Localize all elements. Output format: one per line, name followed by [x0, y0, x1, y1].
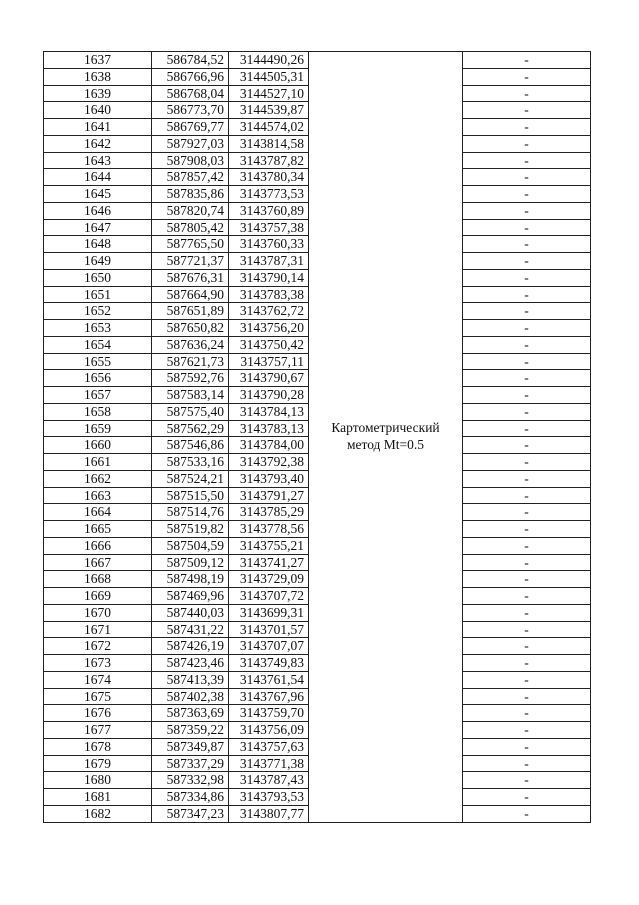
accuracy-value-cell: -	[463, 504, 591, 521]
y-coordinate-cell: 3143761,54	[229, 671, 309, 688]
point-number-cell: 1680	[44, 772, 152, 789]
x-coordinate-cell: 587423,46	[152, 655, 229, 672]
accuracy-value-cell: -	[463, 85, 591, 102]
point-number-cell: 1656	[44, 370, 152, 387]
point-number-cell: 1682	[44, 805, 152, 822]
x-coordinate-cell: 587583,14	[152, 387, 229, 404]
x-coordinate-cell: 587515,50	[152, 487, 229, 504]
y-coordinate-cell: 3143785,29	[229, 504, 309, 521]
y-coordinate-cell: 3144539,87	[229, 102, 309, 119]
accuracy-value-cell: -	[463, 437, 591, 454]
y-coordinate-cell: 3143790,28	[229, 387, 309, 404]
y-coordinate-cell: 3144527,10	[229, 85, 309, 102]
accuracy-value-cell: -	[463, 738, 591, 755]
x-coordinate-cell: 587498,19	[152, 571, 229, 588]
x-coordinate-cell: 587402,38	[152, 688, 229, 705]
x-coordinate-cell: 587546,86	[152, 437, 229, 454]
accuracy-value-cell: -	[463, 537, 591, 554]
y-coordinate-cell: 3143707,07	[229, 638, 309, 655]
point-number-cell: 1650	[44, 269, 152, 286]
y-coordinate-cell: 3143787,82	[229, 152, 309, 169]
accuracy-value-cell: -	[463, 269, 591, 286]
y-coordinate-cell: 3143784,13	[229, 403, 309, 420]
accuracy-value-cell: -	[463, 286, 591, 303]
x-coordinate-cell: 587908,03	[152, 152, 229, 169]
accuracy-value-cell: -	[463, 789, 591, 806]
point-number-cell: 1654	[44, 336, 152, 353]
coordinates-table	[43, 51, 591, 823]
accuracy-value-cell: -	[463, 420, 591, 437]
point-number-cell: 1671	[44, 621, 152, 638]
y-coordinate-cell: 3143749,83	[229, 655, 309, 672]
y-coordinate-cell: 3143767,96	[229, 688, 309, 705]
x-coordinate-cell: 587413,39	[152, 671, 229, 688]
point-number-cell: 1643	[44, 152, 152, 169]
accuracy-value-cell: -	[463, 102, 591, 119]
point-number-cell: 1638	[44, 68, 152, 85]
x-coordinate-cell: 587835,86	[152, 186, 229, 203]
accuracy-value-cell: -	[463, 621, 591, 638]
y-coordinate-cell: 3143762,72	[229, 303, 309, 320]
accuracy-value-cell: -	[463, 253, 591, 270]
accuracy-value-cell: -	[463, 303, 591, 320]
y-coordinate-cell: 3143787,31	[229, 253, 309, 270]
coordinates-table-body	[44, 52, 591, 823]
y-coordinate-cell: 3144574,02	[229, 119, 309, 136]
x-coordinate-cell: 586769,77	[152, 119, 229, 136]
y-coordinate-cell: 3143783,13	[229, 420, 309, 437]
point-number-cell: 1661	[44, 454, 152, 471]
x-coordinate-cell: 587533,16	[152, 454, 229, 471]
point-number-cell: 1670	[44, 604, 152, 621]
point-number-cell: 1641	[44, 119, 152, 136]
y-coordinate-cell: 3143759,70	[229, 705, 309, 722]
x-coordinate-cell: 587440,03	[152, 604, 229, 621]
point-number-cell: 1640	[44, 102, 152, 119]
accuracy-value-cell: -	[463, 236, 591, 253]
point-number-cell: 1674	[44, 671, 152, 688]
y-coordinate-cell: 3144490,26	[229, 52, 309, 69]
x-coordinate-cell: 587676,31	[152, 269, 229, 286]
x-coordinate-cell: 587363,69	[152, 705, 229, 722]
x-coordinate-cell: 587857,42	[152, 169, 229, 186]
point-number-cell: 1664	[44, 504, 152, 521]
point-number-cell: 1658	[44, 403, 152, 420]
point-number-cell: 1651	[44, 286, 152, 303]
accuracy-value-cell: -	[463, 219, 591, 236]
accuracy-value-cell: -	[463, 353, 591, 370]
point-number-cell: 1662	[44, 470, 152, 487]
accuracy-value-cell: -	[463, 403, 591, 420]
y-coordinate-cell: 3143790,67	[229, 370, 309, 387]
y-coordinate-cell: 3143756,09	[229, 722, 309, 739]
y-coordinate-cell: 3143757,38	[229, 219, 309, 236]
accuracy-value-cell: -	[463, 320, 591, 337]
x-coordinate-cell: 587504,59	[152, 537, 229, 554]
point-number-cell: 1663	[44, 487, 152, 504]
point-number-cell: 1657	[44, 387, 152, 404]
x-coordinate-cell: 586766,96	[152, 68, 229, 85]
y-coordinate-cell: 3143729,09	[229, 571, 309, 588]
x-coordinate-cell: 587334,86	[152, 789, 229, 806]
table-row	[44, 52, 591, 69]
x-coordinate-cell: 587820,74	[152, 202, 229, 219]
point-number-cell: 1637	[44, 52, 152, 69]
accuracy-value-cell: -	[463, 119, 591, 136]
x-coordinate-cell: 587805,42	[152, 219, 229, 236]
y-coordinate-cell: 3143756,20	[229, 320, 309, 337]
accuracy-value-cell: -	[463, 588, 591, 605]
y-coordinate-cell: 3143755,21	[229, 537, 309, 554]
y-coordinate-cell: 3143793,40	[229, 470, 309, 487]
y-coordinate-cell: 3143787,43	[229, 772, 309, 789]
x-coordinate-cell: 587592,76	[152, 370, 229, 387]
x-coordinate-cell: 587431,22	[152, 621, 229, 638]
y-coordinate-cell: 3143780,34	[229, 169, 309, 186]
y-coordinate-cell: 3143701,57	[229, 621, 309, 638]
y-coordinate-cell: 3143807,77	[229, 805, 309, 822]
x-coordinate-cell: 587519,82	[152, 521, 229, 538]
y-coordinate-cell: 3143699,31	[229, 604, 309, 621]
x-coordinate-cell: 587469,96	[152, 588, 229, 605]
point-number-cell: 1669	[44, 588, 152, 605]
x-coordinate-cell: 587765,50	[152, 236, 229, 253]
y-coordinate-cell: 3143741,27	[229, 554, 309, 571]
point-number-cell: 1676	[44, 705, 152, 722]
y-coordinate-cell: 3144505,31	[229, 68, 309, 85]
method-cell: Картометрический метод Mt=0.5	[309, 52, 463, 823]
x-coordinate-cell: 587359,22	[152, 722, 229, 739]
y-coordinate-cell: 3143771,38	[229, 755, 309, 772]
point-number-cell: 1639	[44, 85, 152, 102]
point-number-cell: 1646	[44, 202, 152, 219]
x-coordinate-cell: 587426,19	[152, 638, 229, 655]
point-number-cell: 1672	[44, 638, 152, 655]
accuracy-value-cell: -	[463, 68, 591, 85]
x-coordinate-cell: 587621,73	[152, 353, 229, 370]
accuracy-value-cell: -	[463, 688, 591, 705]
point-number-cell: 1652	[44, 303, 152, 320]
accuracy-value-cell: -	[463, 470, 591, 487]
accuracy-value-cell: -	[463, 336, 591, 353]
x-coordinate-cell: 587927,03	[152, 135, 229, 152]
x-coordinate-cell: 587514,76	[152, 504, 229, 521]
x-coordinate-cell: 587524,21	[152, 470, 229, 487]
point-number-cell: 1673	[44, 655, 152, 672]
accuracy-value-cell: -	[463, 152, 591, 169]
point-number-cell: 1675	[44, 688, 152, 705]
y-coordinate-cell: 3143783,38	[229, 286, 309, 303]
x-coordinate-cell: 586784,52	[152, 52, 229, 69]
point-number-cell: 1666	[44, 537, 152, 554]
accuracy-value-cell: -	[463, 370, 591, 387]
y-coordinate-cell: 3143793,53	[229, 789, 309, 806]
accuracy-value-cell: -	[463, 454, 591, 471]
x-coordinate-cell: 587575,40	[152, 403, 229, 420]
point-number-cell: 1667	[44, 554, 152, 571]
accuracy-value-cell: -	[463, 755, 591, 772]
y-coordinate-cell: 3143790,14	[229, 269, 309, 286]
x-coordinate-cell: 587347,23	[152, 805, 229, 822]
point-number-cell: 1642	[44, 135, 152, 152]
accuracy-value-cell: -	[463, 169, 591, 186]
accuracy-value-cell: -	[463, 638, 591, 655]
y-coordinate-cell: 3143707,72	[229, 588, 309, 605]
x-coordinate-cell: 587349,87	[152, 738, 229, 755]
y-coordinate-cell: 3143760,89	[229, 202, 309, 219]
accuracy-value-cell: -	[463, 52, 591, 69]
x-coordinate-cell: 586768,04	[152, 85, 229, 102]
y-coordinate-cell: 3143814,58	[229, 135, 309, 152]
accuracy-value-cell: -	[463, 722, 591, 739]
x-coordinate-cell: 587332,98	[152, 772, 229, 789]
accuracy-value-cell: -	[463, 135, 591, 152]
accuracy-value-cell: -	[463, 387, 591, 404]
x-coordinate-cell: 587651,89	[152, 303, 229, 320]
point-number-cell: 1659	[44, 420, 152, 437]
point-number-cell: 1644	[44, 169, 152, 186]
point-number-cell: 1668	[44, 571, 152, 588]
y-coordinate-cell: 3143791,27	[229, 487, 309, 504]
y-coordinate-cell: 3143792,38	[229, 454, 309, 471]
point-number-cell: 1677	[44, 722, 152, 739]
x-coordinate-cell: 587562,29	[152, 420, 229, 437]
y-coordinate-cell: 3143773,53	[229, 186, 309, 203]
accuracy-value-cell: -	[463, 772, 591, 789]
point-number-cell: 1647	[44, 219, 152, 236]
accuracy-value-cell: -	[463, 554, 591, 571]
y-coordinate-cell: 3143778,56	[229, 521, 309, 538]
y-coordinate-cell: 3143784,00	[229, 437, 309, 454]
x-coordinate-cell: 587650,82	[152, 320, 229, 337]
x-coordinate-cell: 587721,37	[152, 253, 229, 270]
point-number-cell: 1648	[44, 236, 152, 253]
y-coordinate-cell: 3143760,33	[229, 236, 309, 253]
accuracy-value-cell: -	[463, 655, 591, 672]
accuracy-value-cell: -	[463, 705, 591, 722]
point-number-cell: 1655	[44, 353, 152, 370]
accuracy-value-cell: -	[463, 521, 591, 538]
point-number-cell: 1649	[44, 253, 152, 270]
point-number-cell: 1645	[44, 186, 152, 203]
x-coordinate-cell: 587509,12	[152, 554, 229, 571]
accuracy-value-cell: -	[463, 487, 591, 504]
point-number-cell: 1678	[44, 738, 152, 755]
accuracy-value-cell: -	[463, 805, 591, 822]
x-coordinate-cell: 587664,90	[152, 286, 229, 303]
accuracy-value-cell: -	[463, 604, 591, 621]
point-number-cell: 1660	[44, 437, 152, 454]
point-number-cell: 1681	[44, 789, 152, 806]
accuracy-value-cell: -	[463, 202, 591, 219]
accuracy-value-cell: -	[463, 186, 591, 203]
accuracy-value-cell: -	[463, 571, 591, 588]
x-coordinate-cell: 587337,29	[152, 755, 229, 772]
point-number-cell: 1653	[44, 320, 152, 337]
y-coordinate-cell: 3143757,11	[229, 353, 309, 370]
point-number-cell: 1665	[44, 521, 152, 538]
y-coordinate-cell: 3143750,42	[229, 336, 309, 353]
x-coordinate-cell: 586773,70	[152, 102, 229, 119]
x-coordinate-cell: 587636,24	[152, 336, 229, 353]
point-number-cell: 1679	[44, 755, 152, 772]
accuracy-value-cell: -	[463, 671, 591, 688]
y-coordinate-cell: 3143757,63	[229, 738, 309, 755]
